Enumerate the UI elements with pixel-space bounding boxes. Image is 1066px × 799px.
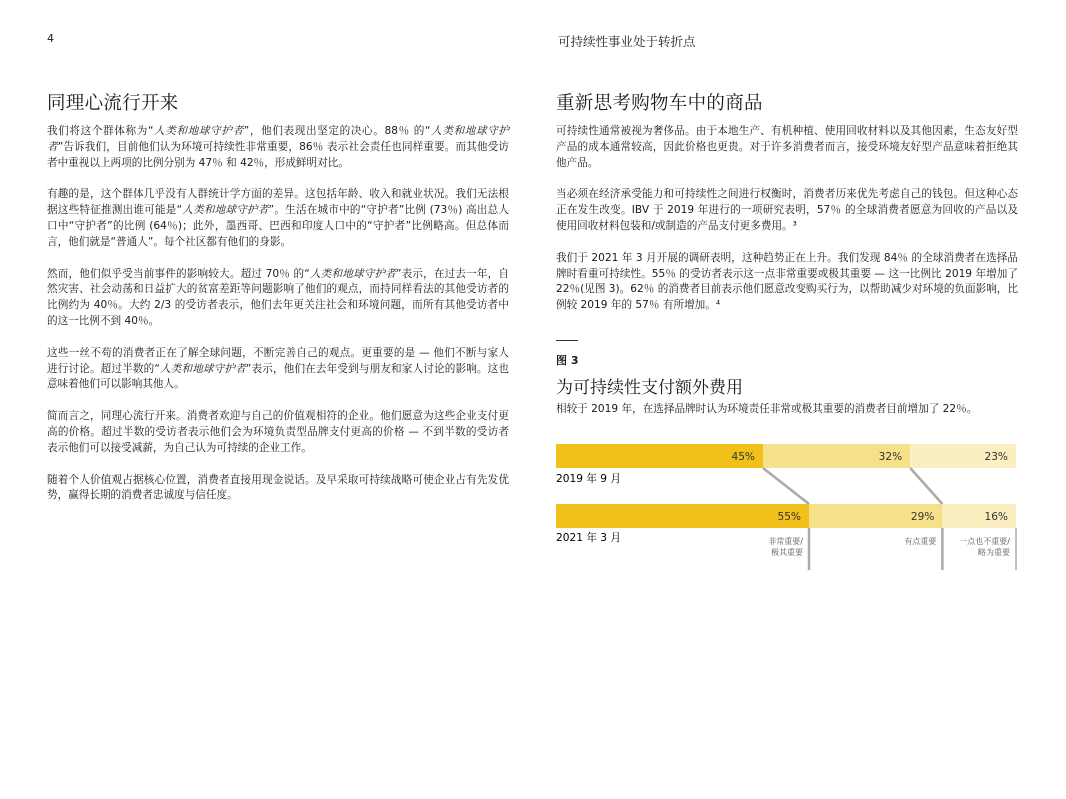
running-header: 可持续性事业处于转折点 bbox=[558, 34, 696, 49]
legend-label: 非常重要/ bbox=[768, 537, 803, 546]
bar-segment bbox=[556, 504, 809, 528]
figure-title: 为可持续性支付额外费用 bbox=[556, 378, 743, 398]
paragraph: 随着个人价值观占据核心位置，消费者直接用现金说话。及早采取可持续战略可使企业占有先发优势，赢得长期的消费者忠诚度与信任度。 bbox=[47, 473, 509, 502]
stacked-bar-chart bbox=[556, 440, 1018, 580]
legend-label: 一点也不重要/ bbox=[959, 537, 1010, 546]
figure-subtitle: 相较于 2019 年，在选择品牌时认为环境责任非常或极其重要的消费者目前增加了 22％。 bbox=[556, 403, 978, 415]
category-label: 2021 年 3 月 bbox=[556, 532, 621, 544]
figure-label: 图 3 bbox=[556, 354, 579, 367]
data-label: 55% bbox=[777, 511, 801, 523]
legend-label: 有点重要 bbox=[904, 537, 937, 546]
paragraph: 简而言之，同理心流行开来。消费者欢迎与自己的价值观相符的企业。他们愿意为这些企业支付更高的价格。超过半数的受访者表示他们会为环境负责型品牌支付更高的价格 — 不到半数的受访者表示他们可以接受减薪，为自己认为可持续的企业工作。 bbox=[47, 410, 509, 454]
data-label: 45% bbox=[731, 451, 755, 463]
section-heading-empathy: 同理心流行开来 bbox=[47, 93, 179, 114]
section-heading-rethink-cart: 重新思考购物车中的商品 bbox=[556, 93, 763, 114]
connector-line bbox=[763, 468, 809, 504]
paragraph: 我们将这个群体称为“人类和地球守护者”，他们表现出坚定的决心。88％ 的“人类和地球守护者”告诉我们，目前他们认为环境可持续性非常重要，86％ 表示社会责任也同样重要。而其他受访者中重视以上两项的比例分别为 47％ 和 42％，形成鲜明对比。 bbox=[47, 125, 510, 169]
paragraph: 我们于 2021 年 3 月开展的调研表明，这种趋势正在上升。我们发现 84％ 的全球消费者在选择品牌时看重可持续性。55％ 的受访者表示这一点非常重要或极其重要 — 这一比例比 2019 年增加了 22％(见图 3)。62％ 的消费者目前表示他们愿意改变购买行为，以帮助减少对环境的负面影响，比例较 2019 年的 57％ 有所增加。⁴ bbox=[556, 251, 1018, 312]
paragraph: 可持续性通常被视为奢侈品。由于本地生产、有机种植、使用回收材料以及其他因素，生态友好型产品的成本通常较高，因此价格也更贵。对于许多消费者而言，接受环境友好型产品意味着拒绝其他产品。 bbox=[556, 125, 1018, 169]
paragraph: 然而，他们似乎受当前事件的影响较大。超过 70％ 的“人类和地球守护者”表示，在过去一年，自然灾害、社会动荡和日益扩大的贫富差距等问题影响了他们的观点，而持同样看法的其他受访者的比例约为 40％。大约 2/3 的受访者表示，他们去年更关注社会和环境问题，而所有其他受访者中的这一比例不到 40％。 bbox=[47, 267, 510, 327]
category-label: 2019 年 9 月 bbox=[556, 473, 621, 485]
left-column bbox=[47, 92, 509, 520]
legend-label: 略为重要 bbox=[978, 548, 1010, 557]
paragraph: 有趣的是，这个群体几乎没有人群统计学方面的差异。这包括年龄、收入和就业状况。我们无法根据这些特征推测出谁可能是“人类和地球守护者”。生活在城市中的“守护者”比例 (73％) 高出总人口中“守护者”的比例 (64％)；此外，墨西哥、巴西和印度人口中的“守护者”比例略高。但总体而言，他们就是“普通人”。每个社区都有他们的身影。 bbox=[47, 188, 509, 248]
data-label: 16% bbox=[984, 511, 1008, 523]
legend-label: 极其重要 bbox=[771, 548, 803, 557]
page-number: 4 bbox=[47, 32, 54, 45]
figure-rule bbox=[556, 340, 578, 341]
paragraph: 当必须在经济承受能力和可持续性之间进行权衡时，消费者历来优先考虑自己的钱包。但这种心态正在发生改变。IBV 于 2019 年进行的一项研究表明，57％ 的全球消费者愿意为回收的产品以及使用回收材料包装和/或制造的产品支付更多费用。³ bbox=[556, 188, 1018, 232]
data-label: 29% bbox=[910, 511, 935, 523]
paragraph: 这些一丝不苟的消费者正在了解全球问题，不断完善自己的观点。更重要的是 — 他们不断与家人进行讨论。超过半数的“人类和地球守护者”表示，他们在去年受到与朋友和家人讨论的影响。这也意味着他们可以影响其他人。 bbox=[47, 346, 509, 391]
data-label: 23% bbox=[984, 451, 1008, 463]
right-column bbox=[556, 92, 1018, 330]
data-label: 32% bbox=[878, 451, 903, 463]
connector-line bbox=[910, 468, 942, 504]
